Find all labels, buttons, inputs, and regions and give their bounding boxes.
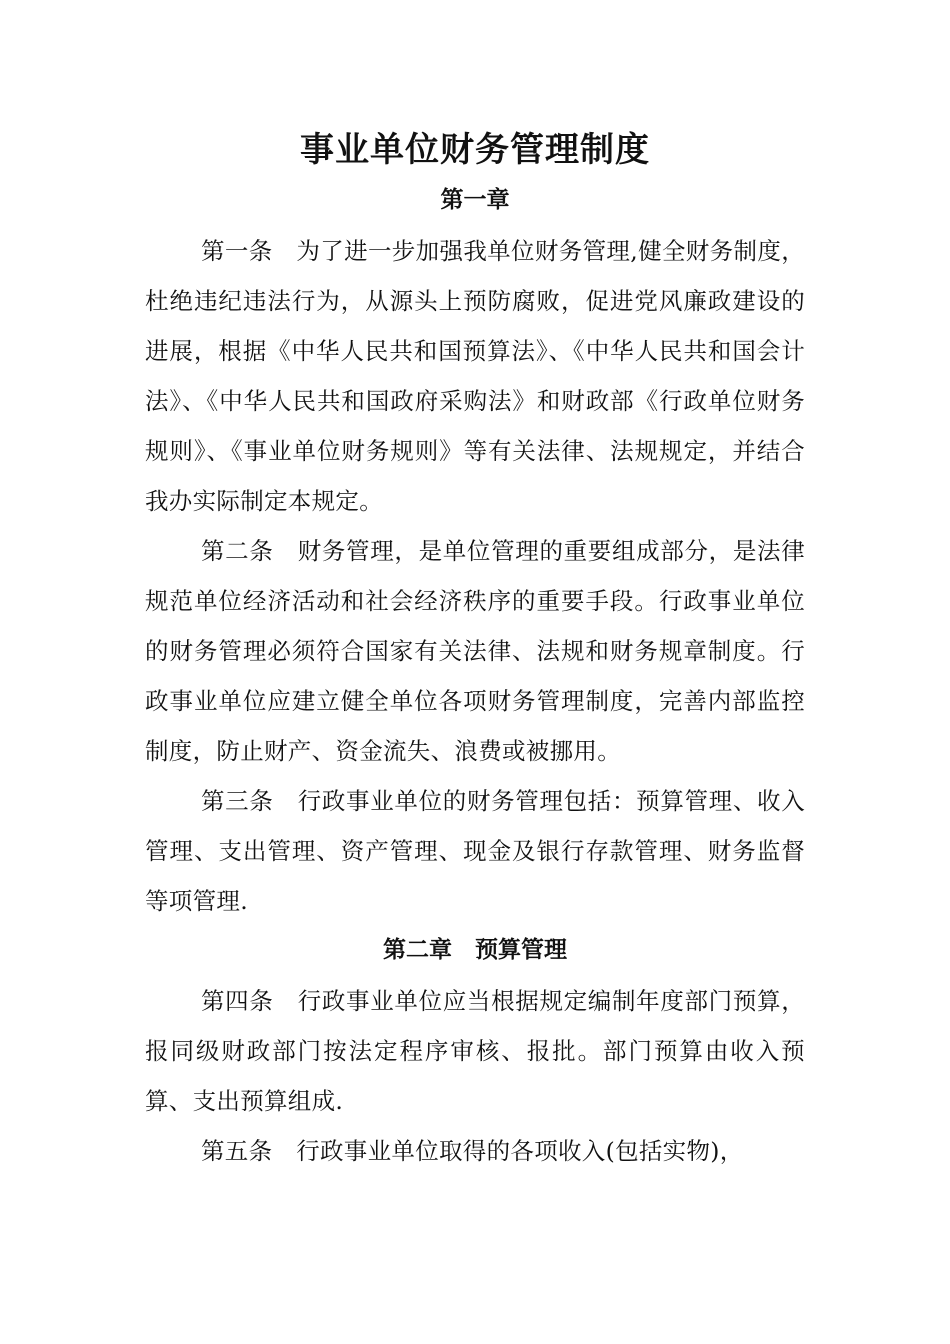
document-title: 事业单位财务管理制度 <box>300 130 650 170</box>
chapter-1-heading: 第一章 <box>440 187 510 213</box>
article-4: 第四条 行政事业单位应当根据规定编制年度部门预算，报同级财政部门按法定程序审核、报批。部门预算由收入预算、支出预算组成. <box>145 987 805 1115</box>
chapter-2-heading: 第二章 预算管理 <box>383 937 567 963</box>
article-5: 第五条 行政事业单位取得的各项收入(包括实物)， <box>201 1137 744 1165</box>
article-3: 第三条 行政事业单位的财务管理包括：预算管理、收入管理、支出管理、资产管理、现金及银行存款管理、财务监督等项管理. <box>145 787 805 915</box>
article-1: 第一条 为了进一步加强我单位财务管理,健全财务制度，杜绝违纪违法行为，从源头上预防腐败，促进党风廉政建设的进展，根据《中华人民共和国预算法》、《中华人民共和国会计法》、《中华人民共和国政府采购法》和财政部《行政单位财务规则》、《事业单位财务规则》等有关法律、法规规定，并结合我办实际制定本规定。 <box>145 237 805 515</box>
chapter-2 <box>145 928 805 1176</box>
chapter-1 <box>145 178 805 926</box>
article-2: 第二条 财务管理，是单位管理的重要组成部分，是法律规范单位经济活动和社会经济秩序的重要手段。行政事业单位的财务管理必须符合国家有关法律、法规和财务规章制度。行政事业单位应建立健全单位各项财务管理制度，完善内部监控制度，防止财产、资金流失、浪费或被挪用。 <box>145 537 805 765</box>
document-body <box>145 122 805 1176</box>
